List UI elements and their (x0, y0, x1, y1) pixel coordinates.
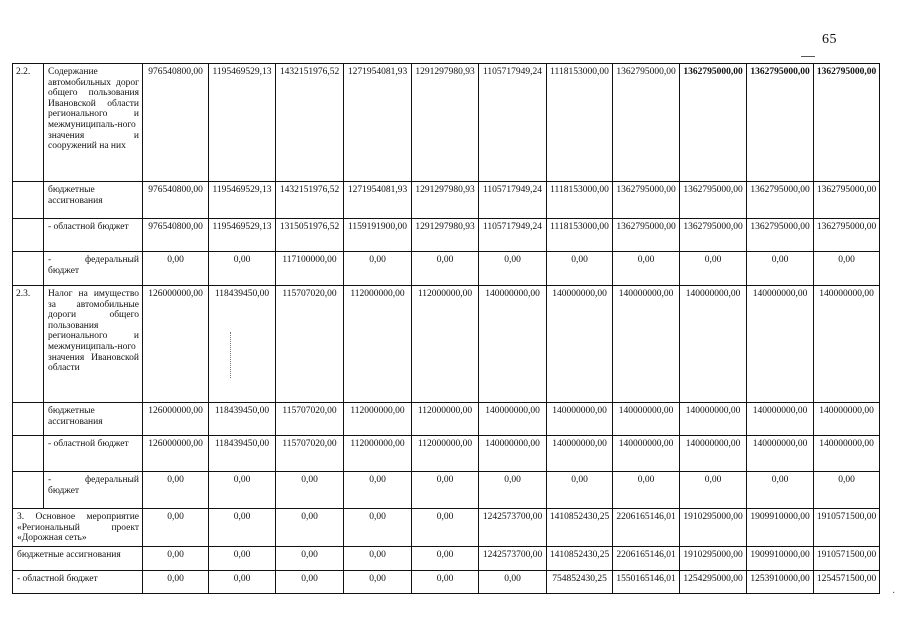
value-cell: 1159191900,00 (344, 219, 412, 252)
value-cell: 112000000,00 (412, 286, 479, 403)
value-cell: 0,00 (547, 472, 613, 509)
row-index: 2.2. (13, 64, 44, 182)
value-cell: 140000000,00 (547, 286, 613, 403)
row-name: - федеральный бюджет (44, 472, 143, 509)
value-cell: 1362795000,00 (747, 64, 814, 182)
value-cell: 112000000,00 (412, 403, 479, 436)
value-cell: 1909910000,00 (747, 546, 814, 570)
row-index (13, 472, 44, 509)
value-cell: 1195469529,13 (209, 219, 276, 252)
value-cell: 0,00 (412, 570, 479, 593)
row-name: Налог на имущество за автомобильные дороги общего пользования регионального и межмуниципаль-ного значения Ивановской области (44, 286, 143, 403)
value-cell: 1242573700,00 (479, 546, 547, 570)
value-cell: 140000000,00 (814, 286, 880, 403)
value-cell: 115707020,00 (276, 403, 344, 436)
value-cell: 140000000,00 (613, 403, 680, 436)
value-cell: 0,00 (344, 252, 412, 286)
value-cell: 1550165146,01 (613, 570, 680, 593)
value-cell: 0,00 (276, 546, 344, 570)
value-cell: 1254571500,00 (814, 570, 880, 593)
value-cell: 140000000,00 (547, 403, 613, 436)
value-cell: 112000000,00 (344, 286, 412, 403)
page-number: 65 (822, 32, 837, 47)
row-index (13, 219, 44, 252)
value-cell: 140000000,00 (479, 286, 547, 403)
value-cell: 140000000,00 (747, 436, 814, 472)
value-cell: 0,00 (143, 252, 209, 286)
value-cell: 976540800,00 (143, 64, 209, 182)
value-cell: 0,00 (209, 509, 276, 547)
value-cell: 1910295000,00 (680, 546, 747, 570)
value-cell: 1291297980,93 (412, 64, 479, 182)
table-row (13, 252, 880, 286)
value-cell: 1291297980,93 (412, 182, 479, 219)
table-row (13, 570, 880, 593)
value-cell: 0,00 (613, 252, 680, 286)
value-cell: 1105717949,24 (479, 219, 547, 252)
value-cell: 1362795000,00 (613, 182, 680, 219)
table-row (13, 286, 880, 403)
value-cell: 1909910000,00 (747, 509, 814, 547)
value-cell: 0,00 (814, 472, 880, 509)
value-cell: 1362795000,00 (613, 219, 680, 252)
value-cell: 2206165146,01 (613, 509, 680, 547)
value-cell: 115707020,00 (276, 286, 344, 403)
value-cell: 140000000,00 (747, 403, 814, 436)
value-cell: 0,00 (276, 509, 344, 547)
value-cell: 140000000,00 (479, 436, 547, 472)
value-cell: 1118153000,00 (547, 219, 613, 252)
value-cell: 0,00 (143, 546, 209, 570)
row-name: - областной бюджет (44, 436, 143, 472)
value-cell: 1315051976,52 (276, 219, 344, 252)
table-row (13, 182, 880, 219)
value-cell: 115707020,00 (276, 436, 344, 472)
value-cell: 1362795000,00 (680, 219, 747, 252)
row-index: 2.3. (13, 286, 44, 403)
value-cell: 1362795000,00 (747, 219, 814, 252)
value-cell: 1432151976,52 (276, 182, 344, 219)
value-cell: 140000000,00 (479, 403, 547, 436)
value-cell: 140000000,00 (547, 436, 613, 472)
value-cell: 0,00 (412, 472, 479, 509)
table-row (13, 472, 880, 509)
value-cell: 140000000,00 (814, 436, 880, 472)
value-cell: 118439450,00 (209, 286, 276, 403)
value-cell: 140000000,00 (680, 286, 747, 403)
value-cell: 1118153000,00 (547, 64, 613, 182)
value-cell: 1253910000,00 (747, 570, 814, 593)
value-cell: 0,00 (209, 570, 276, 593)
table-row (13, 403, 880, 436)
row-name: - областной бюджет (44, 219, 143, 252)
value-cell: 754852430,25 (547, 570, 613, 593)
value-cell: 1118153000,00 (547, 182, 613, 219)
value-cell: 1362795000,00 (680, 64, 747, 182)
row-name: бюджетные ассигнования (44, 182, 143, 219)
value-cell: 1362795000,00 (814, 182, 880, 219)
value-cell: 126000000,00 (143, 403, 209, 436)
value-cell: 1195469529,13 (209, 182, 276, 219)
value-cell: 112000000,00 (344, 436, 412, 472)
value-cell: 112000000,00 (412, 436, 479, 472)
value-cell: 117100000,00 (276, 252, 344, 286)
value-cell: 0,00 (344, 472, 412, 509)
value-cell: 1432151976,52 (276, 64, 344, 182)
value-cell: 140000000,00 (747, 286, 814, 403)
value-cell: 0,00 (479, 472, 547, 509)
value-cell: 1271954081,93 (344, 64, 412, 182)
row-name: - федеральный бюджет (44, 252, 143, 286)
value-cell: 1362795000,00 (747, 182, 814, 219)
value-cell: 126000000,00 (143, 286, 209, 403)
value-cell: 1410852430,25 (547, 546, 613, 570)
row-index (13, 436, 44, 472)
corner-mark: · (892, 588, 896, 599)
value-cell: 0,00 (209, 252, 276, 286)
value-cell: 0,00 (547, 252, 613, 286)
value-cell: 118439450,00 (209, 403, 276, 436)
budget-table (12, 63, 880, 594)
value-cell: 126000000,00 (143, 436, 209, 472)
value-cell: 0,00 (209, 472, 276, 509)
value-cell: 2206165146,01 (613, 546, 680, 570)
value-cell: 1910571500,00 (814, 509, 880, 547)
value-cell: 0,00 (412, 509, 479, 547)
scan-tick-mark (801, 56, 815, 57)
value-cell: 1362795000,00 (680, 182, 747, 219)
value-cell: 0,00 (613, 472, 680, 509)
value-cell: 1362795000,00 (814, 219, 880, 252)
value-cell: 0,00 (344, 546, 412, 570)
value-cell: 1291297980,93 (412, 219, 479, 252)
row-name: 3. Основное мероприятие «Региональный проект «Дорожная сеть» (13, 509, 143, 547)
value-cell: 1410852430,25 (547, 509, 613, 547)
value-cell: 0,00 (143, 472, 209, 509)
value-cell: 1254295000,00 (680, 570, 747, 593)
value-cell: 0,00 (479, 252, 547, 286)
value-cell: 0,00 (747, 472, 814, 509)
value-cell: 140000000,00 (613, 436, 680, 472)
row-name: - областной бюджет (13, 570, 143, 593)
value-cell: 0,00 (344, 509, 412, 547)
value-cell: 140000000,00 (680, 403, 747, 436)
value-cell: 140000000,00 (680, 436, 747, 472)
table-row (13, 546, 880, 570)
table-row (13, 436, 880, 472)
value-cell: 0,00 (412, 546, 479, 570)
table-row (13, 509, 880, 547)
value-cell: 140000000,00 (814, 403, 880, 436)
value-cell: 0,00 (814, 252, 880, 286)
value-cell: 112000000,00 (344, 403, 412, 436)
value-cell: 0,00 (209, 546, 276, 570)
value-cell: 1242573700,00 (479, 509, 547, 547)
value-cell: 1271954081,93 (344, 182, 412, 219)
row-name: бюджетные ассигнования (13, 546, 143, 570)
value-cell: 0,00 (479, 570, 547, 593)
value-cell: 976540800,00 (143, 219, 209, 252)
value-cell: 1105717949,24 (479, 182, 547, 219)
value-cell: 1362795000,00 (613, 64, 680, 182)
table-row (13, 64, 880, 182)
value-cell: 0,00 (747, 252, 814, 286)
value-cell: 140000000,00 (613, 286, 680, 403)
row-name: Содержание автомобильных дорог общего пользования Ивановской области регионального и межмуниципаль-ного значения и сооружений на них (44, 64, 143, 182)
value-cell: 0,00 (276, 472, 344, 509)
value-cell: 0,00 (344, 570, 412, 593)
value-cell: 0,00 (680, 472, 747, 509)
row-index (13, 182, 44, 219)
table-row (13, 219, 880, 252)
value-cell: 0,00 (680, 252, 747, 286)
value-cell: 0,00 (412, 252, 479, 286)
row-index (13, 403, 44, 436)
value-cell: 118439450,00 (209, 436, 276, 472)
value-cell: 1910571500,00 (814, 546, 880, 570)
value-cell: 1910295000,00 (680, 509, 747, 547)
value-cell: 1362795000,00 (814, 64, 880, 182)
value-cell: 1105717949,24 (479, 64, 547, 182)
row-name: бюджетные ассигнования (44, 403, 143, 436)
value-cell: 0,00 (276, 570, 344, 593)
value-cell: 0,00 (143, 570, 209, 593)
value-cell: 0,00 (143, 509, 209, 547)
value-cell: 1195469529,13 (209, 64, 276, 182)
row-index (13, 252, 44, 286)
value-cell: 976540800,00 (143, 182, 209, 219)
